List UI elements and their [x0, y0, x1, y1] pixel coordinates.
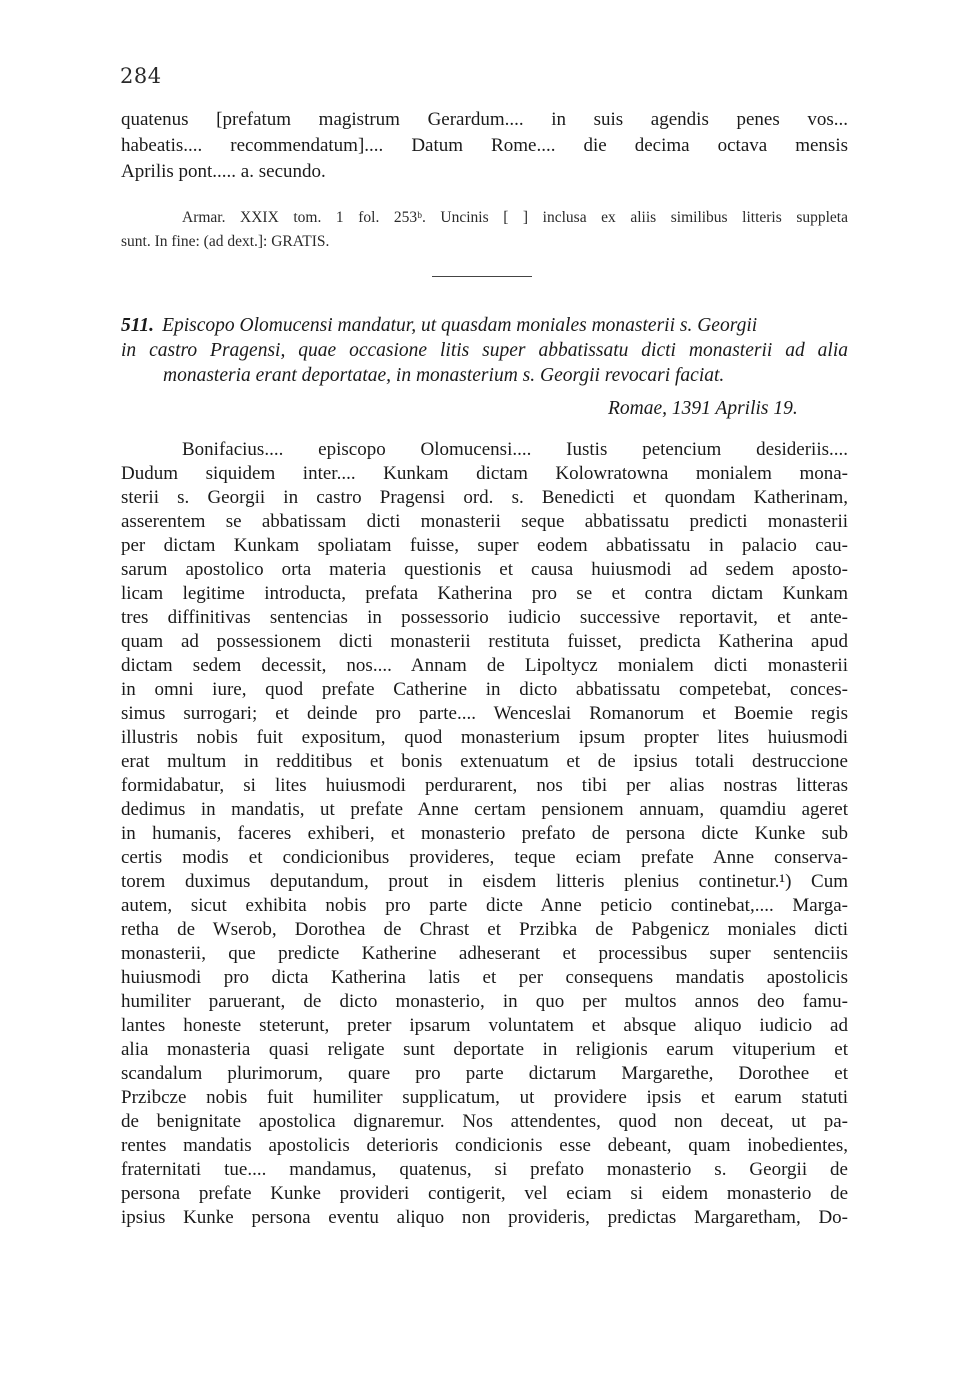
- body-line: certis modis et condicionibus provideres, teque eciam prefate Anne conserva-: [121, 847, 848, 868]
- body-line: scandalum plurimorum, quare pro parte dictarum Margarethe, Dorothee et: [121, 1063, 848, 1084]
- body-line: monasterii, que predicte Katherine adheserant et processibus super sentenciis: [121, 943, 848, 964]
- text-line: Aprilis pont..... a. secundo.: [121, 161, 326, 182]
- page-number: 284: [120, 64, 162, 88]
- body-line: in omni iure, quod prefate Catherine in dicto abbatissatu competebat, conces-: [121, 679, 848, 700]
- body-line: dictam sedem decessit, nos.... Annam de Lipoltycz monialem dicti monasterii: [121, 655, 848, 676]
- body-line: Przibcze nobis fuit humiliter supplicatum, ut providere ipsis et earum statuti: [121, 1087, 848, 1108]
- body-line: persona prefate Kunke provideri contigerit, vel eciam si eidem monasterio de: [121, 1183, 848, 1204]
- body-line: de benignitate apostolica dignaremur. Nos attendentes, quod non deceat, ut pa-: [121, 1111, 848, 1132]
- document-dateline: Romae, 1391 Aprilis 19.: [608, 398, 798, 419]
- body-line: fraternitati tue.... mandamus, quatenus, si prefato monasterio s. Georgii de: [121, 1159, 848, 1180]
- body-line: retha de Wserob, Dorothea de Chrast et Przibka de Pabgenicz moniales dicti: [121, 919, 848, 940]
- body-line: asserentem se abbatissam dicti monasterii seque abbatissatu predicti monasterii: [121, 511, 848, 532]
- body-line: Dudum siquidem inter.... Kunkam dictam Kolowratowna monialem mona-: [121, 463, 848, 484]
- body-line: sarum apostolico orta materia questionis et causa huiusmodi ad sedem aposto-: [121, 559, 848, 580]
- title-text: Episcopo Olomucensi mandatur, ut quasdam moniales monasterii s. Georgii: [162, 315, 758, 336]
- text-line: habeatis.... recommendatum].... Datum Rome.... die decima octava mensis: [121, 135, 848, 156]
- text-line: quatenus [prefatum magistrum Gerardum.... in suis agendis penes vos...: [121, 109, 848, 130]
- body-line: alia monasteria quasi religate sunt deportate in religionis earum vituperium et: [121, 1039, 848, 1060]
- body-line: illustris nobis fuit expositum, quod monasterium ipsum propter lites huiusmodi: [121, 727, 848, 748]
- body-line: licam legitime introducta, prefata Katherina pro se et contra dictam Kunkam: [121, 583, 848, 604]
- body-line: autem, sicut exhibita nobis pro parte dicte Anne peticio continebat,.... Marga-: [121, 895, 848, 916]
- document-title-line: in castro Pragensi, quae occasione litis super abbatissatu dicti monasterii ad alia: [121, 340, 848, 361]
- body-line: rentes mandatis apostolicis deterioris condicionis esse debeant, quam inobedientes,: [121, 1135, 848, 1156]
- body-line: humiliter paruerant, de dicto monasterio, in quo per multos annos deo famu-: [121, 991, 848, 1012]
- document-title-line: monasteria erant deportatae, in monasterium s. Georgii revocari faciat.: [163, 365, 725, 386]
- body-line: quam ad possessionem dicti monasterii restituta fuisset, predicta Katherina apud: [121, 631, 848, 652]
- body-line: lantes honeste steterunt, preter ipsarum voluntatem et absque aliquo iudicio ad: [121, 1015, 848, 1036]
- source-note-line: Armar. XXIX tom. 1 fol. 253ᵇ. Uncinis [ ] inclusa ex aliis similibus litteris suppleta: [182, 209, 848, 226]
- body-line: per dictam Kunkam spoliatam fuisse, super eodem abbatissatu in palacio cau-: [121, 535, 848, 556]
- body-line: huiusmodi pro dicta Katherina latis et per consequens mandatis apostolicis: [121, 967, 848, 988]
- source-note-line: sunt. In fine: (ad dext.]: GRATIS.: [121, 233, 330, 250]
- body-line: torem duximus deputandum, prout in eisdem litteris plenius continetur.¹) Cum: [121, 871, 848, 892]
- document-number: 511.: [121, 315, 155, 336]
- body-line: Bonifacius.... episcopo Olomucensi.... Iustis petencium desideriis....: [182, 439, 848, 460]
- body-line: simus surrogari; et deinde pro parte.... Wenceslai Romanorum et Boemie regis: [121, 703, 848, 724]
- body-line: in humanis, faceres exhiberi, et monasterio prefato de persona dicte Kunke sub: [121, 823, 848, 844]
- body-line: ipsius Kunke persona eventu aliquo non provideris, predictas Margaretham, Do-: [121, 1207, 848, 1228]
- section-divider: [432, 276, 532, 277]
- body-line: sterii s. Georgii in castro Pragensi ord. s. Benedicti et quondam Katherinam,: [121, 487, 848, 508]
- body-line: dedimus in mandatis, ut prefate Anne certam pensionem annuam, quamdiu ageret: [121, 799, 848, 820]
- body-line: formidabatur, si lites huiusmodi perdurarent, nos tibi per alias nostras litteras: [121, 775, 848, 796]
- body-line: erat multum in redditibus et bonis extenuatum et de ipsius totali destruccione: [121, 751, 848, 772]
- document-title-line: [121, 314, 848, 338]
- body-line: tres diffinitivas sentencias in possessorio iudicio successive reportavit, et ante-: [121, 607, 848, 628]
